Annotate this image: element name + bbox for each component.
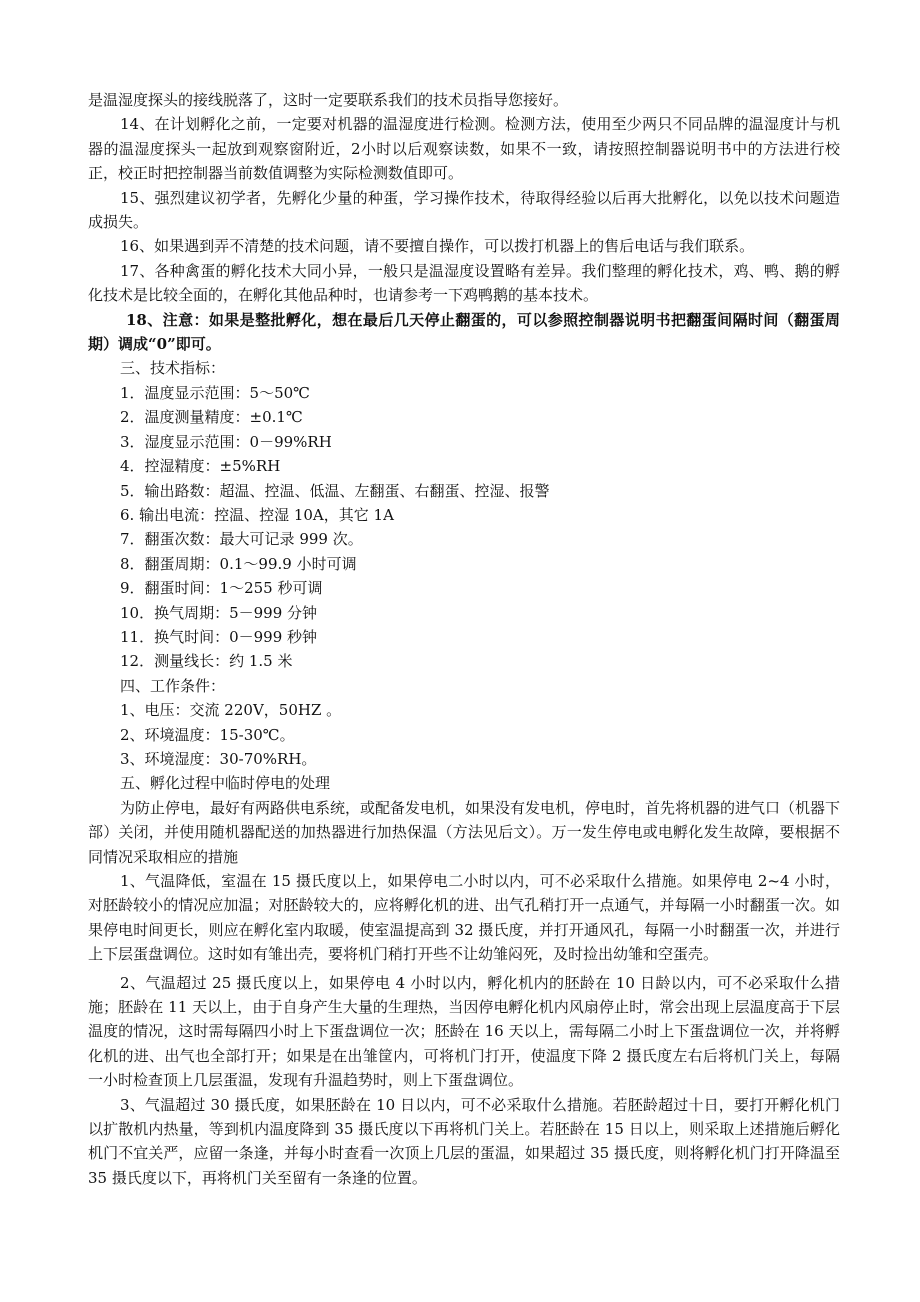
paragraph-continuation: 是温湿度探头的接线脱落了，这时一定要联系我们的技术员指导您接好。: [88, 91, 569, 109]
paragraph-case-1: 1、气温降低，室温在 15 摄氏度以上，如果停电二小时以内，可不必采取什么措施。如果停电 2~4 小时，对胚龄较小的情况应加温；对胚龄较大的，应将孵化机的进、出气孔稍打开一点通气，并每隔一小时翻蛋一次。如果停电时间更长，则应在孵化室内取暖，使室温提高到 32 摄氏度，并打开通风孔，每隔一小时翻蛋一次，并进行上下层蛋盘调位。这时如有雏出壳，要将机门稍打开些不让幼雏闷死，及时捡出幼雏和空蛋壳。: [88, 872, 840, 964]
condition-item-3: 3、环境湿度：30-70%RH。: [120, 749, 317, 768]
paragraph-item-16: 16、如果遇到弄不清楚的技术问题，请不要擅自操作，可以拨打机器上的售后电话与我们联系。: [120, 237, 755, 256]
spec-item-9: 9．翻蛋时间：1～255 秒可调: [120, 579, 323, 598]
spec-item-12: 12．测量线长：约 1.5 米: [120, 652, 293, 671]
document-page: [88, 88, 840, 1190]
condition-item-1: 1、电压：交流 220V，50HZ 。: [120, 701, 342, 720]
spec-item-3: 3．湿度显示范围：0－99%RH: [120, 432, 332, 451]
paragraph-item-18-notice: 18、注意：如果是整批孵化，想在最后几天停止翻蛋的，可以参照控制器说明书把翻蛋间隔时间（翻蛋周期）调成“0”即可。: [88, 310, 840, 354]
spec-item-10: 10．换气周期：5－999 分钟: [120, 603, 318, 622]
spec-item-11: 11．换气时间：0－999 秒钟: [120, 627, 318, 646]
paragraph-item-15: 15、强烈建议初学者，先孵化少量的种蛋，学习操作技术，待取得经验以后再大批孵化，以免以技术问题造成损失。: [88, 188, 840, 232]
section-heading-tech-specs: 三、技术指标：: [120, 359, 226, 378]
spec-item-6: 6. 输出电流：控温、控湿 10A，其它 1A: [120, 505, 394, 524]
condition-item-2: 2、环境温度：15-30℃。: [120, 725, 295, 744]
paragraph-case-3: 3、气温超过 30 摄氏度，如果胚龄在 10 日以内，可不必采取什么措施。若胚龄超过十日，要打开孵化机门以扩散机内热量，等到机内温度降到 35 摄氏度以下再将机门关上。若胚龄在 15 日以上，则采取上述措施后孵化机门不宜关严，应留一条逢，并每小时查看一次顶上几层的蛋温，如果超过 35 摄氏度，则将孵化机门打开降温至 35 摄氏度以下，再将机门关至留有一条逢的位置。: [88, 1095, 840, 1187]
paragraph-item-14: 14、在计划孵化之前，一定要对机器的温湿度进行检测。检测方法，使用至少两只不同品牌的温湿度计与机器的温湿度探头一起放到观察窗附近，2小时以后观察读数，如果不一致，请按照控制器说明书中的方法进行校正，校正时把控制器当前数值调整为实际检测数值即可。: [88, 115, 840, 183]
spec-item-2: 2．温度测量精度：±0.1℃: [120, 408, 303, 427]
paragraph-item-17: 17、各种禽蛋的孵化技术大同小异，一般只是温湿度设置略有差异。我们整理的孵化技术，鸡、鸭、鹅的孵化技术是比较全面的，在孵化其他品种时，也请参考一下鸡鸭鹅的基本技术。: [88, 261, 840, 305]
paragraph-power-intro: 为防止停电，最好有两路供电系统，或配备发电机，如果没有发电机，停电时，首先将机器的进气口（机器下部）关闭，并使用随机器配送的加热器进行加热保温（方法见后文）。万一发生停电或电孵化发生故障，要根据不同情况采取相应的措施: [88, 798, 841, 866]
spec-item-7: 7．翻蛋次数：最大可记录 999 次。: [120, 530, 363, 549]
spec-item-8: 8．翻蛋周期：0.1～99.9 小时可调: [120, 554, 357, 573]
spec-item-5: 5．输出路数：超温、控温、低温、左翻蛋、右翻蛋、控湿、报警: [120, 481, 550, 500]
paragraph-case-2: 2、气温超过 25 摄氏度以上，如果停电 4 小时以内，孵化机内的胚龄在 10 日龄以内，可不必采取什么措施；胚龄在 11 天以上，由于自身产生大量的生理热，当因停电孵化机内风扇停止时，常会出现上层温度高于下层温度的情况，这时需每隔四小时上下蛋盘调位一次；胚龄在 16 天以上，需每隔二小时上下蛋盘调位一次，并将孵化机的进、出气也全部打开；如果是在出雏筐内，可将机门打开，使温度下降 2 摄氏度左右后将机门关上，每隔一小时检查顶上几层蛋温，发现有升温趋势时，则上下蛋盘调位。: [88, 973, 840, 1090]
spec-item-1: 1．温度显示范围：5～50℃: [120, 383, 310, 402]
section-heading-power-outage: 五、孵化过程中临时停电的处理: [120, 774, 331, 793]
section-heading-work-conditions: 四、工作条件：: [120, 676, 226, 695]
spec-item-4: 4．控湿精度：±5%RH: [120, 457, 281, 476]
